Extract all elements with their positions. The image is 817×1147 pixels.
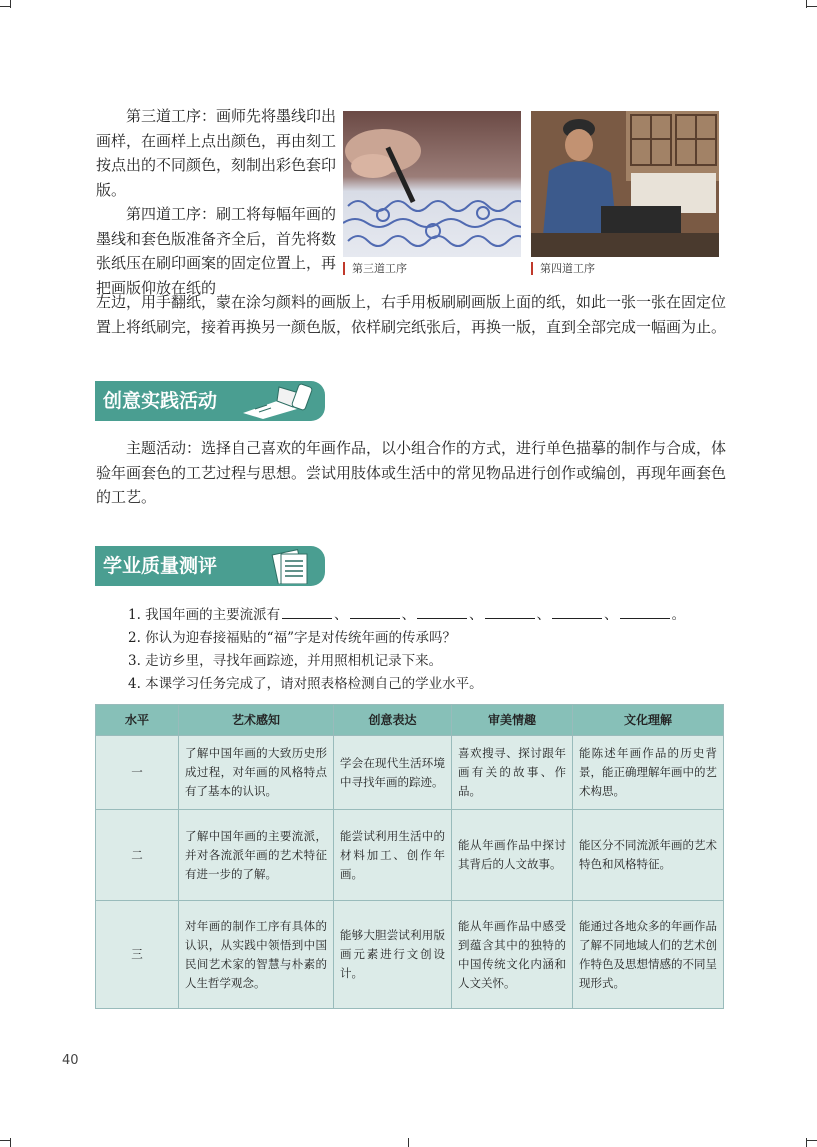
crop-mark — [408, 1138, 409, 1147]
crop-mark — [0, 1140, 10, 1141]
table-row — [96, 901, 724, 1009]
activity-text — [96, 436, 728, 510]
crop-mark — [807, 6, 817, 7]
crop-mark — [807, 1140, 817, 1141]
step-three-paragraph: 第三道工序：画师先将墨线印出画样，在画样上点出颜色，再由刻工按点出的不同颜色，刻制出彩色套印版。 — [96, 107, 337, 199]
column-header: 水平 — [96, 705, 179, 736]
table-cell: 能区分不同流派年画的艺术特色和风格特征。 — [573, 810, 724, 901]
intro-text — [96, 104, 336, 300]
answer-blank[interactable] — [350, 604, 400, 619]
table-cell: 能尝试利用生活中的材料加工、创作年画。 — [334, 810, 452, 901]
table-cell: 了解中国年画的大致历史形成过程，对年画的风格特点有了基本的认识。 — [179, 736, 334, 810]
section-title: 学业质量测评 — [103, 555, 218, 577]
question-2: 2. 你认为迎春接福贴的“福”字是对传统年画的传承吗？ — [128, 630, 456, 646]
step-four-paragraph-start: 第四道工序：刷工将每幅年画的墨线和套色版准备齐全后，首先将数张纸压在刷印画案的固定位置上，再把画版仰放在纸的 — [96, 205, 337, 297]
crop-mark — [10, 1138, 11, 1147]
section-title: 创意实践活动 — [103, 390, 218, 412]
section-banner-quality-assessment — [95, 546, 325, 586]
level-cell: 二 — [96, 810, 179, 901]
table-row — [96, 810, 724, 901]
column-header: 创意表达 — [334, 705, 452, 736]
document-list-icon — [257, 548, 317, 598]
table-cell: 能从年画作品中探讨其背后的人文故事。 — [452, 810, 573, 901]
table-row — [96, 736, 724, 810]
table-cell: 能从年画作品中感受到蕴含其中的独特的中国传统文化内涵和人文关怀。 — [452, 901, 573, 1009]
photo-caption-step-four: 第四道工序 — [531, 262, 595, 275]
paint-roller-icon — [237, 383, 317, 433]
page-number: 40 — [62, 1053, 79, 1068]
answer-blank[interactable] — [282, 604, 332, 619]
table-cell: 喜欢搜寻、探讨跟年画有关的故事、作品。 — [452, 736, 573, 810]
photo-step-four — [531, 111, 719, 257]
table-cell: 学会在现代生活环境中寻找年画的踪迹。 — [334, 736, 452, 810]
assessment-questions — [128, 604, 728, 696]
step-four-paragraph-end: 左边，用手翻纸，蒙在涂匀颜料的画版上，右手用板刷刷画版上面的纸，如此一张一张在固定位置上将纸刷完，接着再换另一颜色版，依样刷完纸张后，再换一版，直到全部完成一幅画为止。 — [96, 293, 727, 336]
crop-mark — [806, 1138, 807, 1147]
column-header: 文化理解 — [573, 705, 724, 736]
question-1: 1. 我国年画的主要流派有 、 、 、 、 、 。 — [128, 604, 728, 627]
table-cell: 了解中国年画的主要流派，并对各流派年画的艺术特征有进一步的了解。 — [179, 810, 334, 901]
photo-caption-step-three: 第三道工序 — [343, 262, 407, 275]
answer-blank[interactable] — [485, 604, 535, 619]
table-cell: 能够大胆尝试利用版画元素进行文创设计。 — [334, 901, 452, 1009]
crop-mark — [10, 0, 11, 8]
photo-step-three — [343, 111, 521, 257]
table-cell: 对年画的制作工序有具体的认识，从实践中领悟到中国民间艺术家的智慧与朴素的人生哲学观念。 — [179, 901, 334, 1009]
level-cell: 一 — [96, 736, 179, 810]
assessment-table — [95, 704, 724, 1009]
table-cell: 能陈述年画作品的历史背景，能正确理解年画中的艺术构思。 — [573, 736, 724, 810]
answer-blank[interactable] — [552, 604, 602, 619]
question-3: 3. 走访乡里，寻找年画踪迹，并用照相机记录下来。 — [128, 653, 443, 669]
crop-mark — [0, 6, 10, 7]
section-banner-creative-practice — [95, 381, 325, 421]
answer-blank[interactable] — [620, 604, 670, 619]
column-header: 审美情趣 — [452, 705, 573, 736]
level-cell: 三 — [96, 901, 179, 1009]
question-4: 4. 本课学习任务完成了，请对照表格检测自己的学业水平。 — [128, 676, 483, 692]
activity-paragraph: 主题活动：选择自己喜欢的年画作品，以小组合作的方式，进行单色描摹的制作与合成，体验年画套色的工艺过程与思想。尝试用肢体或生活中的常见物品进行创作或编创，再现年画套色的工艺。 — [96, 439, 727, 506]
table-cell: 能通过各地众多的年画作品了解不同地域人们的艺术创作特色及思想情感的不同呈现形式。 — [573, 901, 724, 1009]
column-header: 艺术感知 — [179, 705, 334, 736]
table-header-row — [96, 705, 724, 736]
crop-mark — [806, 0, 807, 8]
answer-blank[interactable] — [417, 604, 467, 619]
